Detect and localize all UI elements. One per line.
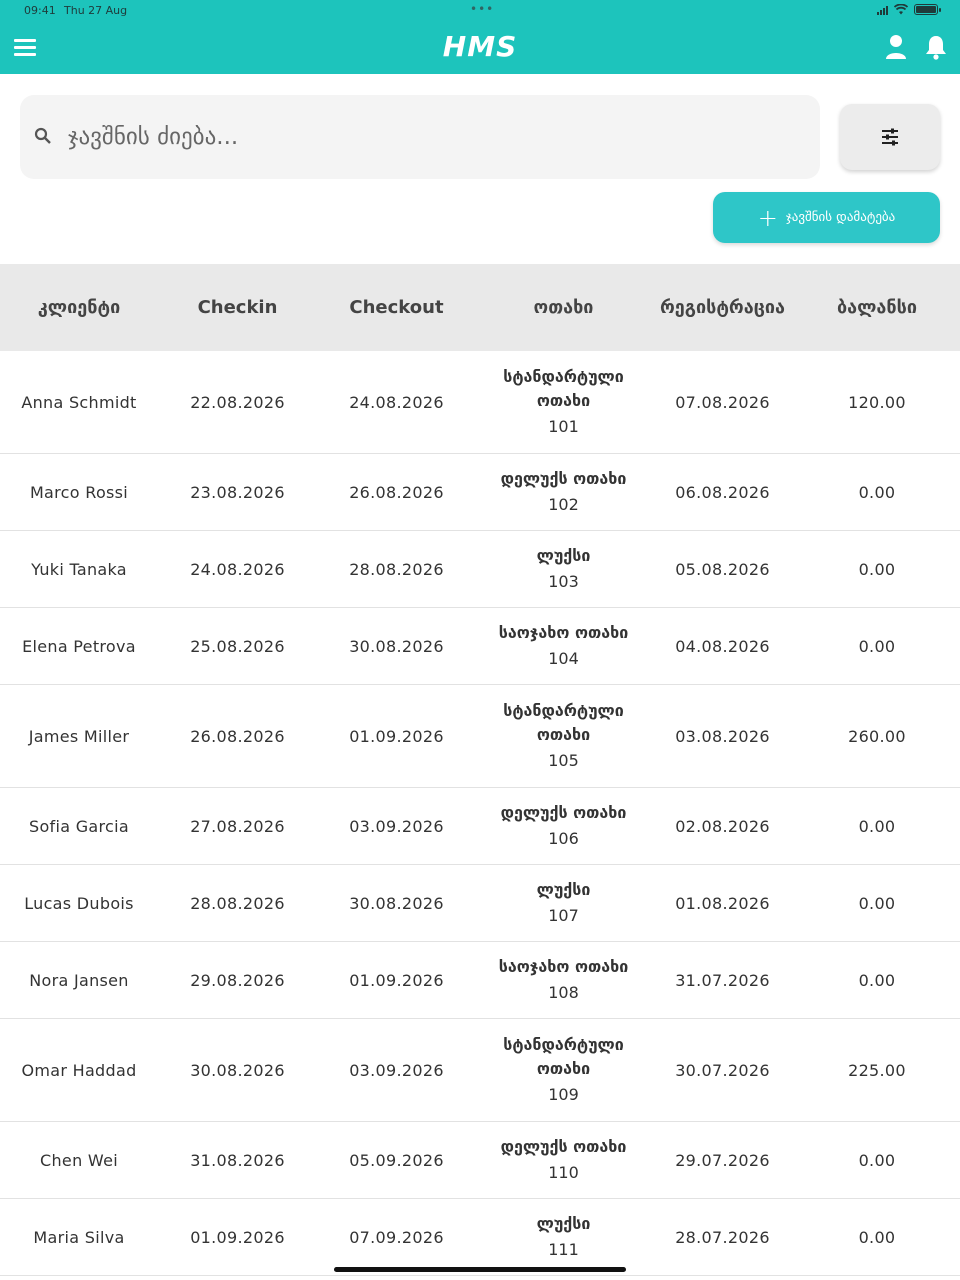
room-cell (476, 878, 651, 929)
checkin-cell: 29.08.2026 (190, 970, 285, 990)
balance-cell: 260.00 (848, 726, 906, 746)
search-bar[interactable] (20, 95, 820, 179)
client-cell: Nora Jansen (29, 970, 129, 990)
table-row[interactable] (0, 454, 960, 531)
room-type: საოჯახო ოთახი (498, 956, 629, 976)
table-row[interactable] (0, 1019, 960, 1122)
room-cell (476, 467, 651, 518)
room-number: 106 (548, 828, 579, 848)
registration-cell: 31.07.2026 (675, 970, 770, 990)
registration-cell: 06.08.2026 (675, 482, 770, 502)
table-row[interactable] (0, 351, 960, 454)
room-type: ლუქსი (536, 879, 591, 899)
add-booking-label: ჯავშნის დამატება (785, 210, 896, 225)
column-header-registration[interactable]: რეგისტრაცია (659, 297, 786, 318)
room-number: 108 (548, 982, 579, 1002)
room-number: 105 (548, 750, 579, 770)
checkin-cell: 27.08.2026 (190, 816, 285, 836)
checkout-cell: 05.09.2026 (349, 1150, 444, 1170)
balance-cell: 0.00 (858, 970, 896, 990)
room-type: ლუქსი (536, 545, 591, 565)
checkout-cell: 03.09.2026 (349, 1060, 444, 1080)
user-icon (884, 34, 908, 60)
client-cell: Anna Schmidt (21, 392, 137, 412)
app-bar (0, 22, 960, 74)
checkin-cell: 28.08.2026 (190, 893, 285, 913)
column-header-balance[interactable]: ბალანსი (836, 297, 917, 318)
add-booking-button[interactable] (713, 192, 940, 243)
client-cell: Chen Wei (40, 1150, 118, 1170)
room-cell (476, 955, 651, 1006)
battery-icon (914, 4, 938, 15)
checkin-cell: 01.09.2026 (190, 1227, 285, 1247)
column-header-room[interactable]: ოთახი (533, 297, 594, 318)
system-icons (877, 4, 938, 15)
table-row[interactable] (0, 685, 960, 788)
column-header-checkout[interactable]: Checkout (349, 297, 444, 318)
search-input[interactable] (68, 115, 788, 159)
table-row[interactable] (0, 608, 960, 685)
balance-cell: 0.00 (858, 1227, 896, 1247)
client-cell: James Miller (28, 726, 130, 746)
room-type: სტანდარტული ოთახი (503, 366, 624, 410)
checkout-cell: 30.08.2026 (349, 893, 444, 913)
client-cell: Elena Petrova (22, 636, 136, 656)
checkin-cell: 23.08.2026 (190, 482, 285, 502)
room-cell (476, 544, 651, 595)
balance-cell: 120.00 (848, 392, 906, 412)
column-header-checkin[interactable]: Checkin (197, 297, 278, 318)
room-number: 103 (548, 571, 579, 591)
registration-cell: 29.07.2026 (675, 1150, 770, 1170)
balance-cell: 0.00 (858, 482, 896, 502)
room-cell (476, 365, 651, 440)
balance-cell: 0.00 (858, 893, 896, 913)
room-number: 109 (548, 1084, 579, 1104)
room-type: სტანდარტული ოთახი (503, 700, 624, 744)
room-type: სტანდარტული ოთახი (503, 1034, 624, 1078)
room-type: ლუქსი (536, 1213, 591, 1233)
status-bar (0, 0, 960, 22)
checkin-cell: 26.08.2026 (190, 726, 285, 746)
room-cell (476, 1135, 651, 1186)
checkin-cell: 30.08.2026 (190, 1060, 285, 1080)
app-title: HMS (442, 30, 518, 63)
table-body (0, 351, 960, 1276)
bell-icon (924, 34, 948, 60)
room-type: დელუქს ოთახი (500, 802, 627, 822)
client-cell: Sofia Garcia (29, 816, 129, 836)
table-header (0, 264, 960, 351)
room-number: 101 (548, 416, 579, 436)
room-number: 102 (548, 494, 579, 514)
room-number: 104 (548, 648, 579, 668)
cellular-signal-icon (877, 5, 888, 15)
checkout-cell: 24.08.2026 (349, 392, 444, 412)
balance-cell: 225.00 (848, 1060, 906, 1080)
client-cell: Maria Silva (33, 1227, 125, 1247)
status-date: Thu 27 Aug (64, 4, 128, 17)
checkout-cell: 03.09.2026 (349, 816, 444, 836)
client-cell: Omar Haddad (21, 1060, 137, 1080)
balance-cell: 0.00 (858, 559, 896, 579)
multitasking-dots[interactable]: ••• (470, 2, 495, 16)
wifi-icon (894, 4, 908, 15)
registration-cell: 30.07.2026 (675, 1060, 770, 1080)
room-cell (476, 621, 651, 672)
checkin-cell: 31.08.2026 (190, 1150, 285, 1170)
room-cell (476, 1033, 651, 1108)
client-cell: Lucas Dubois (24, 893, 134, 913)
balance-cell: 0.00 (858, 636, 896, 656)
registration-cell: 07.08.2026 (675, 392, 770, 412)
client-cell: Marco Rossi (29, 482, 129, 502)
table-row[interactable] (0, 1199, 960, 1276)
checkout-cell: 01.09.2026 (349, 726, 444, 746)
table-row[interactable] (0, 1122, 960, 1199)
client-cell: Yuki Tanaka (31, 559, 127, 579)
table-row[interactable] (0, 865, 960, 942)
room-number: 110 (548, 1162, 579, 1182)
room-number: 111 (548, 1239, 579, 1259)
registration-cell: 28.07.2026 (675, 1227, 770, 1247)
room-cell (476, 699, 651, 774)
checkout-cell: 01.09.2026 (349, 970, 444, 990)
registration-cell: 03.08.2026 (675, 726, 770, 746)
room-number: 107 (548, 905, 579, 925)
table-row[interactable] (0, 531, 960, 608)
checkout-cell: 07.09.2026 (349, 1227, 444, 1247)
registration-cell: 02.08.2026 (675, 816, 770, 836)
room-type: დელუქს ოთახი (500, 468, 627, 488)
registration-cell: 04.08.2026 (675, 636, 770, 656)
checkout-cell: 30.08.2026 (349, 636, 444, 656)
room-cell (476, 1212, 651, 1263)
balance-cell: 0.00 (858, 1150, 896, 1170)
table-row[interactable] (0, 942, 960, 1019)
bookings-table (0, 264, 960, 1276)
plus-icon: + (757, 203, 778, 232)
room-type: დელუქს ოთახი (500, 1136, 627, 1156)
notifications-button[interactable] (924, 34, 950, 62)
filter-button[interactable] (840, 104, 940, 170)
checkout-cell: 26.08.2026 (349, 482, 444, 502)
room-cell (476, 801, 651, 852)
room-type: საოჯახო ოთახი (498, 622, 629, 642)
checkout-cell: 28.08.2026 (349, 559, 444, 579)
checkin-cell: 25.08.2026 (190, 636, 285, 656)
status-time: 09:41 (24, 4, 56, 17)
registration-cell: 05.08.2026 (675, 559, 770, 579)
checkin-cell: 22.08.2026 (190, 392, 285, 412)
column-header-client[interactable]: კლიენტი (37, 297, 121, 318)
user-button[interactable] (884, 34, 910, 62)
home-indicator[interactable] (334, 1267, 626, 1272)
table-row[interactable] (0, 788, 960, 865)
checkin-cell: 24.08.2026 (190, 559, 285, 579)
balance-cell: 0.00 (858, 816, 896, 836)
registration-cell: 01.08.2026 (675, 893, 770, 913)
search-icon (34, 127, 52, 145)
sliders-icon (880, 128, 900, 146)
